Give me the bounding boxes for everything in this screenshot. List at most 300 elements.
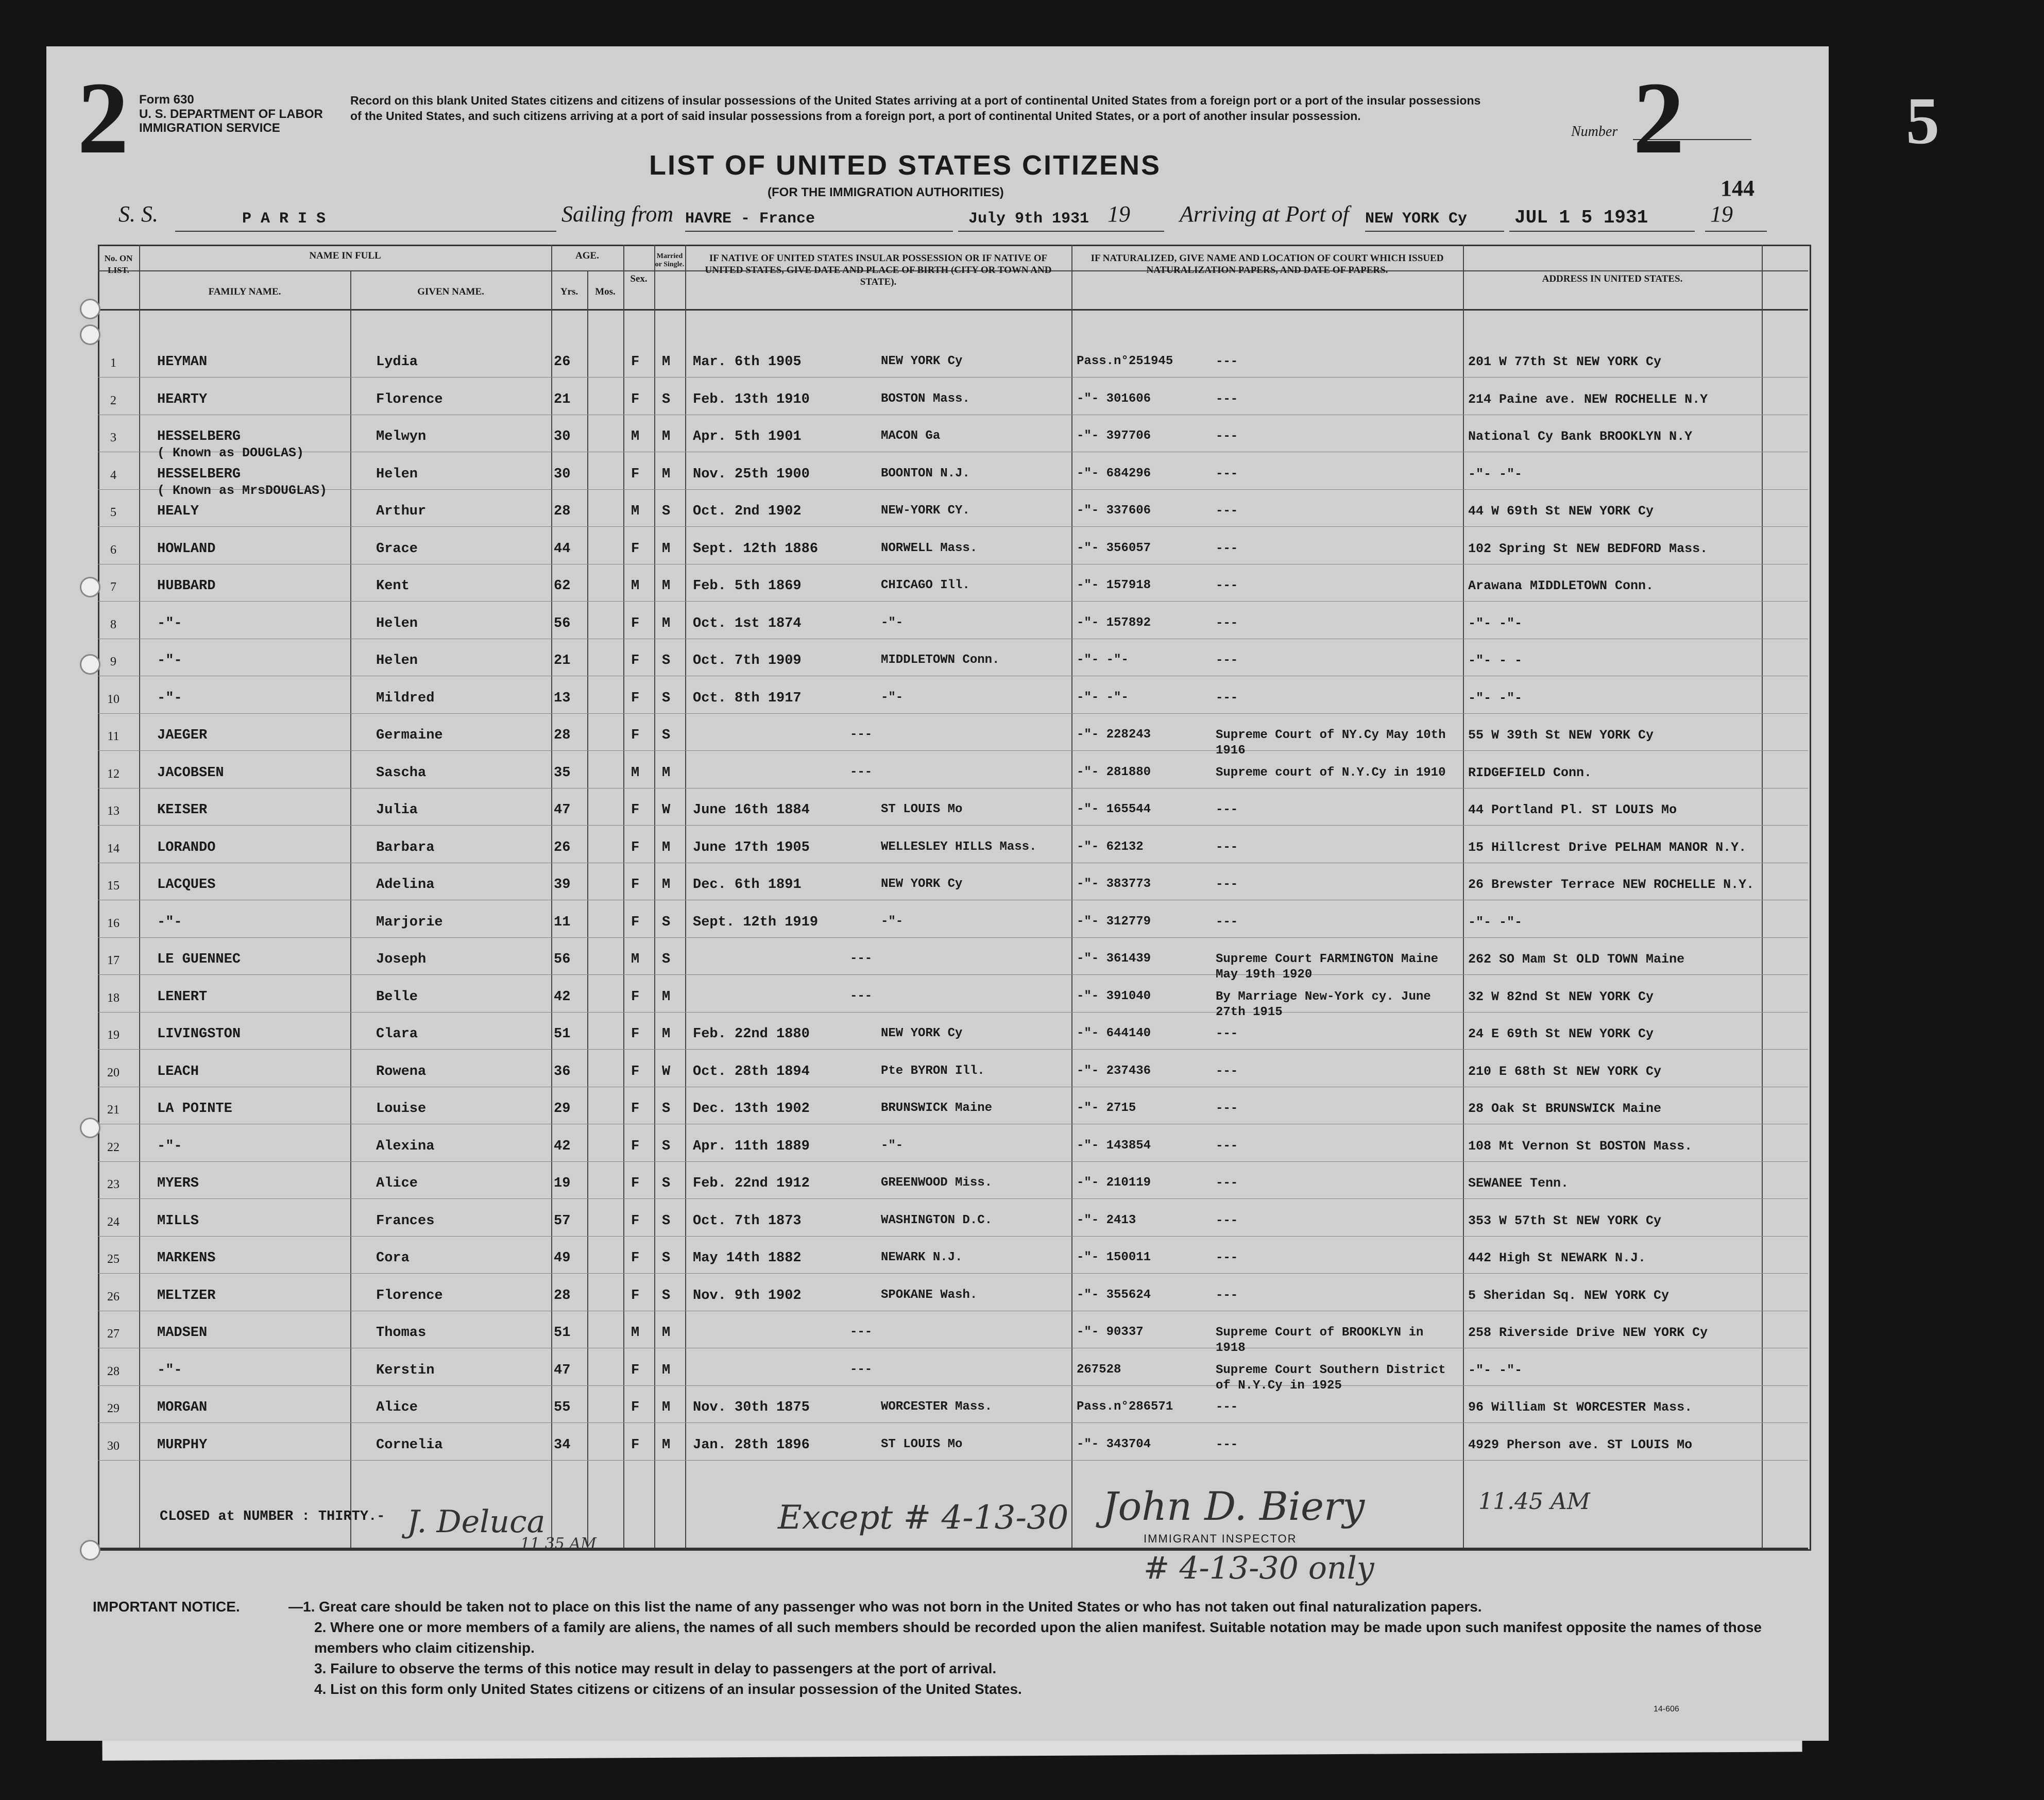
age-years: 28 [554, 504, 571, 519]
family-name: HEALY [157, 504, 199, 519]
birth-date: Apr. 11th 1889 [693, 1138, 810, 1154]
family-name: LACQUES [157, 877, 216, 893]
birth-place: BRUNSWICK Maine [881, 1101, 993, 1115]
arriving-label: Arriving at Port of [1180, 201, 1349, 227]
birth-date: Nov. 25th 1900 [693, 466, 810, 482]
notice-item-2: 2. Where one or more members of a family are aliens, the names of all such members should be recorded upon the alien manifest. Suitable notation may be made upon such manifest opposite the names of those members who claim citizenship. [314, 1619, 1762, 1656]
address: Arawana MIDDLETOWN Conn. [1468, 578, 1654, 593]
address: 5 Sheridan Sq. NEW YORK Cy [1468, 1288, 1670, 1303]
birth-date: Oct. 8th 1917 [693, 690, 802, 706]
marital-status: M [662, 1437, 671, 1453]
row-rule [98, 1385, 1808, 1386]
family-name: LE GUENNEC [157, 952, 241, 967]
address: -"- -"- [1468, 466, 1523, 482]
age-years: 56 [554, 952, 571, 967]
row-number: 28 [107, 1364, 120, 1378]
birth-place: NEW YORK Cy [881, 1026, 963, 1040]
naturalization-no: -"- 312779 [1077, 914, 1151, 929]
sex: M [631, 429, 640, 444]
birth-place: WELLESLEY HILLS Mass. [881, 839, 1037, 854]
court: --- [1216, 840, 1238, 854]
row-number: 18 [107, 991, 120, 1005]
birth-date: Oct. 1st 1874 [693, 615, 802, 631]
naturalization-no: Pass.n°286571 [1077, 1400, 1173, 1414]
address: SEWANEE Tenn. [1468, 1176, 1569, 1191]
row-number: 13 [107, 804, 120, 818]
age-years: 51 [554, 1325, 571, 1341]
handwritten-only: # 4-13-30 only [1144, 1550, 1374, 1586]
court: --- [1216, 616, 1238, 630]
naturalization-no: -"- 150011 [1077, 1250, 1151, 1264]
sex: F [631, 1026, 640, 1042]
address: 108 Mt Vernon St BOSTON Mass. [1468, 1138, 1693, 1154]
given-name: Cornelia [376, 1437, 443, 1453]
naturalization-no: -"- 157892 [1077, 615, 1151, 630]
naturalization-no: -"- -"- [1077, 653, 1129, 667]
naturalization-no: -"- 228243 [1077, 728, 1151, 742]
birth-place: SPOKANE Wash. [881, 1288, 978, 1302]
given-name: Clara [376, 1026, 418, 1042]
row-number: 22 [107, 1140, 120, 1154]
big-number-left: 2 [77, 61, 129, 175]
marital-status: S [662, 1250, 671, 1266]
notice-label: IMPORTANT NOTICE. [93, 1599, 240, 1615]
col-given: GIVEN NAME. [417, 286, 484, 297]
row-number: 17 [107, 954, 120, 967]
given-name: Helen [376, 653, 418, 668]
address: 4929 Pherson ave. ST LOUIS Mo [1468, 1437, 1693, 1452]
age-years: 28 [554, 728, 571, 743]
number-label: Number [1571, 124, 1618, 140]
age-years: 26 [554, 354, 571, 370]
sex: M [631, 504, 640, 519]
address: 26 Brewster Terrace NEW ROCHELLE N.Y. [1468, 877, 1755, 892]
marital-status: S [662, 952, 671, 967]
naturalization-no: -"- 157918 [1077, 578, 1151, 592]
family-name: JAEGER [157, 728, 208, 743]
marital-status: M [662, 839, 671, 855]
naturalization-no: -"- 237436 [1077, 1064, 1151, 1078]
family-name: -"- [157, 690, 182, 706]
handwritten-time-1: 11 35 AM [520, 1535, 597, 1553]
age-years: 35 [554, 765, 571, 781]
birth-date: Oct. 28th 1894 [693, 1064, 810, 1079]
birth-date: June 17th 1905 [693, 839, 810, 855]
birth-place: NORWELL Mass. [881, 541, 978, 555]
row-rule [98, 825, 1808, 826]
age-years: 21 [554, 391, 571, 407]
age-years: 51 [554, 1026, 571, 1042]
footer-code: 14-606 [1654, 1705, 1679, 1713]
age-years: 21 [554, 653, 571, 668]
marital-status: M [662, 765, 671, 781]
birth-place: BOSTON Mass. [881, 391, 970, 406]
col-married: Married or Single. [655, 252, 685, 268]
birth-date: Oct. 2nd 1902 [693, 504, 802, 519]
court: --- [1216, 1027, 1238, 1041]
marital-status: M [662, 877, 671, 893]
court: --- [1216, 467, 1238, 481]
birth-date: Sept. 12th 1919 [693, 914, 819, 930]
birth-place: Pte BYRON Ill. [881, 1064, 985, 1078]
court: --- [1216, 541, 1238, 556]
birth-place: NEW-YORK CY. [881, 504, 970, 518]
birth-place: --- [850, 1362, 873, 1377]
naturalization-no: -"- 301606 [1077, 391, 1151, 406]
row-number: 9 [110, 655, 116, 668]
birth-place: --- [850, 765, 873, 779]
binder-hole [80, 324, 100, 345]
ss-label: S. S. [118, 201, 158, 227]
age-years: 28 [554, 1288, 571, 1304]
given-name: Thomas [376, 1325, 427, 1341]
marital-status: S [662, 1176, 671, 1191]
binder-hole [80, 577, 100, 597]
court: --- [1216, 1213, 1238, 1228]
row-number: 20 [107, 1066, 120, 1079]
inspector-signature: John D. Biery [1102, 1483, 1365, 1529]
given-name: Louise [376, 1101, 427, 1117]
row-rule [98, 713, 1808, 714]
intro-text: Record on this blank United States citizens and citizens of insular possessions of the United States arriving at a port of continental United States from a foreign port or a port of the insular possessions of the United States, and such citizens arriving at a port of said insular possessions from a foreign port, a port of continental United States, or a port of another insular possession. [350, 94, 1481, 123]
birth-place: --- [850, 1325, 873, 1339]
court: --- [1216, 1400, 1238, 1414]
age-years: 55 [554, 1400, 571, 1415]
ship-name: P A R I S [242, 210, 326, 228]
given-name: Alice [376, 1400, 418, 1415]
row-number: 23 [107, 1178, 120, 1191]
year-suffix-2: 19 [1710, 201, 1733, 227]
handwritten-signature-1: J. Deluca [407, 1504, 546, 1540]
row-number: 3 [110, 431, 116, 444]
court: --- [1216, 1139, 1238, 1153]
given-name: Grace [376, 541, 418, 557]
row-number: 7 [110, 580, 116, 594]
address: -"- -"- [1468, 615, 1523, 631]
given-name: Florence [376, 1288, 443, 1304]
sex: F [631, 839, 640, 855]
birth-place: --- [850, 952, 873, 966]
age-years: 47 [554, 1362, 571, 1378]
naturalization-no: -"- 356057 [1077, 541, 1151, 555]
family-name: JACOBSEN [157, 765, 224, 781]
marital-status: S [662, 1213, 671, 1229]
row-number: 16 [107, 916, 120, 930]
birth-place: NEW YORK Cy [881, 354, 963, 368]
address: 44 W 69th St NEW YORK Cy [1468, 504, 1654, 519]
age-years: 30 [554, 466, 571, 482]
court: --- [1216, 1176, 1238, 1190]
address: 44 Portland Pl. ST LOUIS Mo [1468, 802, 1677, 817]
family-name: -"- [157, 1362, 182, 1378]
family-name: MYERS [157, 1176, 199, 1191]
given-name: Mildred [376, 690, 435, 706]
row-rule [98, 601, 1808, 602]
court: Supreme Court FARMINGTON Maine May 19th 1920 [1216, 952, 1439, 982]
address: -"- -"- [1468, 690, 1523, 706]
age-years: 26 [554, 839, 571, 855]
notice-item-4: 4. List on this form only United States citizens or citizens of an insular possession of the United States. [314, 1681, 1022, 1697]
marital-status: M [662, 1362, 671, 1378]
court: --- [1216, 1251, 1238, 1265]
col-mos: Mos. [595, 286, 616, 297]
family-name: HOWLAND [157, 541, 216, 557]
closed-line: CLOSED at NUMBER : THIRTY.- [160, 1509, 385, 1524]
inspector-title: IMMIGRANT INSPECTOR [1144, 1532, 1297, 1545]
row-rule [98, 377, 1808, 378]
court: Supreme Court of BROOKLYN in 1918 [1216, 1326, 1424, 1355]
sex: M [631, 765, 640, 781]
sex: F [631, 1064, 640, 1079]
page-subtitle: (FOR THE IMMIGRATION AUTHORITIES) [768, 185, 1004, 199]
row-number: 8 [110, 618, 116, 631]
court: --- [1216, 654, 1238, 667]
court: By Marriage New-York cy. June 27th 1915 [1216, 989, 1431, 1019]
family-name: LA POINTE [157, 1101, 232, 1117]
form-id: Form 630 U. S. DEPARTMENT OF LABOR IMMIGRATION SERVICE [139, 93, 323, 135]
marital-status: M [662, 466, 671, 482]
naturalization-no: -"- 90337 [1077, 1325, 1144, 1339]
family-name: HUBBARD [157, 578, 216, 594]
family-name: -"- [157, 914, 182, 930]
binder-hole [80, 654, 100, 675]
address: 55 W 39th St NEW YORK Cy [1468, 728, 1654, 743]
birth-date: Feb. 22nd 1912 [693, 1176, 810, 1191]
address: 201 W 77th St NEW YORK Cy [1468, 354, 1662, 369]
given-name: Sascha [376, 765, 427, 781]
sex: F [631, 541, 640, 557]
given-name: Germaine [376, 728, 443, 743]
family-name: MELTZER [157, 1288, 216, 1304]
row-rule [98, 1198, 1808, 1199]
naturalization-no: -"- 644140 [1077, 1026, 1151, 1040]
row-number: 6 [110, 543, 116, 557]
family-name: -"- [157, 615, 182, 631]
sail-date: July 9th 1931 [968, 210, 1089, 228]
sex: F [631, 1213, 640, 1229]
birth-place: WORCESTER Mass. [881, 1400, 993, 1414]
court: --- [1216, 878, 1238, 892]
marital-status: S [662, 653, 671, 668]
address: 442 High St NEWARK N.J. [1468, 1250, 1646, 1265]
naturalization-no: -"- 2715 [1077, 1101, 1136, 1115]
handwritten-time-2: 11.45 AM [1478, 1488, 1590, 1515]
page-number: 144 [1721, 176, 1755, 201]
family-name: HEYMAN [157, 354, 208, 370]
col-yrs: Yrs. [560, 286, 578, 297]
row-rule [98, 1422, 1808, 1423]
sex: F [631, 1138, 640, 1154]
court: Supreme court of N.Y.Cy in 1910 [1216, 765, 1446, 780]
row-number: 24 [107, 1215, 120, 1229]
sailing-label: Sailing from [561, 201, 674, 227]
manifest-sheet [46, 46, 1829, 1741]
family-name: LENERT [157, 989, 208, 1005]
row-rule [98, 1012, 1808, 1013]
address: -"- -"- [1468, 1362, 1523, 1378]
address: 353 W 57th St NEW YORK Cy [1468, 1213, 1662, 1228]
birth-place: MIDDLETOWN Conn. [881, 653, 1000, 667]
sex: F [631, 914, 640, 930]
naturalization-no: -"- 684296 [1077, 466, 1151, 481]
marital-status: M [662, 354, 671, 370]
sex: F [631, 690, 640, 706]
binder-hole [80, 1540, 100, 1561]
court: --- [1216, 691, 1238, 705]
given-name: Lydia [376, 354, 418, 370]
marital-status: M [662, 1026, 671, 1042]
sex: M [631, 952, 640, 967]
marital-status: S [662, 690, 671, 706]
row-rule [98, 750, 1808, 751]
age-years: 29 [554, 1101, 571, 1117]
sex: F [631, 989, 640, 1005]
address: 96 William St WORCESTER Mass. [1468, 1400, 1693, 1415]
age-years: 36 [554, 1064, 571, 1079]
marital-status: S [662, 504, 671, 519]
age-years: 30 [554, 429, 571, 444]
sex: F [631, 653, 640, 668]
address: 102 Spring St NEW BEDFORD Mass. [1468, 541, 1708, 556]
family-name: LEACH [157, 1064, 199, 1079]
row-number: 15 [107, 879, 120, 893]
birth-place: WASHINGTON D.C. [881, 1213, 993, 1227]
family-name: LORANDO [157, 839, 216, 855]
year-suffix: 19 [1108, 201, 1130, 227]
address: -"- -"- [1468, 914, 1523, 930]
given-name: Melwyn [376, 429, 427, 444]
naturalization-no: -"- 391040 [1077, 989, 1151, 1003]
row-rule [98, 937, 1808, 938]
col-age: AGE. [575, 250, 599, 261]
address: 210 E 68th St NEW YORK Cy [1468, 1064, 1662, 1079]
birth-date: Dec. 6th 1891 [693, 877, 802, 893]
birth-date: Feb. 22nd 1880 [693, 1026, 810, 1042]
court: --- [1216, 355, 1238, 369]
court: --- [1216, 579, 1238, 593]
age-years: 42 [554, 1138, 571, 1154]
naturalization-no: -"- 62132 [1077, 839, 1144, 854]
col-name-in-full: NAME IN FULL [309, 250, 381, 261]
naturalization-no: -"- -"- [1077, 690, 1129, 705]
row-number: 10 [107, 692, 120, 706]
family-name: MURPHY [157, 1437, 208, 1453]
family-name: HEARTY [157, 391, 208, 407]
address: 258 Riverside Drive NEW YORK Cy [1468, 1325, 1708, 1340]
side-page-number: 5 [1906, 84, 1939, 158]
birth-place: MACON Ga [881, 429, 941, 443]
naturalization-no: Pass.n°251945 [1077, 354, 1173, 368]
port-from: HAVRE - France [685, 210, 815, 228]
address: National Cy Bank BROOKLYN N.Y [1468, 429, 1693, 444]
birth-date: Nov. 9th 1902 [693, 1288, 802, 1304]
row-number: 19 [107, 1028, 120, 1042]
naturalization-no: -"- 165544 [1077, 802, 1151, 816]
row-rule [98, 1049, 1808, 1050]
given-name: Belle [376, 989, 418, 1005]
known-as-note: ( Known as MrsDOUGLAS) [157, 483, 328, 498]
court: --- [1216, 392, 1238, 406]
marital-status: S [662, 914, 671, 930]
row-number: 1 [110, 356, 116, 370]
row-rule [98, 1236, 1808, 1237]
family-name: HESSELBERG [157, 429, 241, 444]
given-name: Arthur [376, 504, 427, 519]
age-years: 39 [554, 877, 571, 893]
age-years: 13 [554, 690, 571, 706]
family-name: MARKENS [157, 1250, 216, 1266]
birth-place: -"- [881, 1138, 904, 1153]
sex: M [631, 578, 640, 594]
naturalization-no: -"- 343704 [1077, 1437, 1151, 1451]
row-number: 25 [107, 1253, 120, 1266]
sex: F [631, 1437, 640, 1453]
age-years: 19 [554, 1176, 571, 1191]
row-number: 4 [110, 468, 116, 482]
col-sex: Sex. [630, 273, 648, 284]
sex: F [631, 1250, 640, 1266]
court: --- [1216, 1102, 1238, 1116]
address: 262 SO Mam St OLD TOWN Maine [1468, 952, 1685, 967]
address: -"- - - [1468, 653, 1523, 668]
row-number: 14 [107, 842, 120, 855]
marital-status: W [662, 1064, 671, 1079]
age-years: 62 [554, 578, 571, 594]
marital-status: M [662, 578, 671, 594]
marital-status: M [662, 615, 671, 631]
age-years: 11 [554, 914, 571, 930]
given-name: Helen [376, 615, 418, 631]
binder-hole [80, 299, 100, 319]
naturalization-no: -"- 337606 [1077, 504, 1151, 518]
given-name: Kerstin [376, 1362, 435, 1378]
sex: F [631, 877, 640, 893]
birth-place: ST LOUIS Mo [881, 802, 963, 816]
address: RIDGEFIELD Conn. [1468, 765, 1592, 780]
age-years: 42 [554, 989, 571, 1005]
address: 24 E 69th St NEW YORK Cy [1468, 1026, 1654, 1041]
family-name: HESSELBERG [157, 466, 241, 482]
given-name: Frances [376, 1213, 435, 1229]
court: --- [1216, 504, 1238, 518]
naturalization-no: -"- 143854 [1077, 1138, 1151, 1153]
birth-date: Nov. 30th 1875 [693, 1400, 810, 1415]
row-number: 26 [107, 1290, 120, 1304]
address: 15 Hillcrest Drive PELHAM MANOR N.Y. [1468, 839, 1747, 855]
naturalization-no: -"- 2413 [1077, 1213, 1136, 1227]
naturalization-no: -"- 355624 [1077, 1288, 1151, 1302]
given-name: Cora [376, 1250, 410, 1266]
given-name: Alice [376, 1176, 418, 1191]
birth-place: CHICAGO Ill. [881, 578, 970, 592]
marital-status: S [662, 1288, 671, 1304]
marital-status: M [662, 1325, 671, 1341]
marital-status: S [662, 728, 671, 743]
naturalization-no: -"- 397706 [1077, 429, 1151, 443]
sex: F [631, 466, 640, 482]
given-name: Adelina [376, 877, 435, 893]
naturalization-no: -"- 361439 [1077, 952, 1151, 966]
sex: F [631, 1288, 640, 1304]
court: --- [1216, 1064, 1238, 1078]
age-years: 34 [554, 1437, 571, 1453]
sex: F [631, 1362, 640, 1378]
given-name: Marjorie [376, 914, 443, 930]
birth-place: -"- [881, 914, 904, 929]
birth-date: Feb. 13th 1910 [693, 391, 810, 407]
birth-place: --- [850, 989, 873, 1003]
given-name: Barbara [376, 839, 435, 855]
